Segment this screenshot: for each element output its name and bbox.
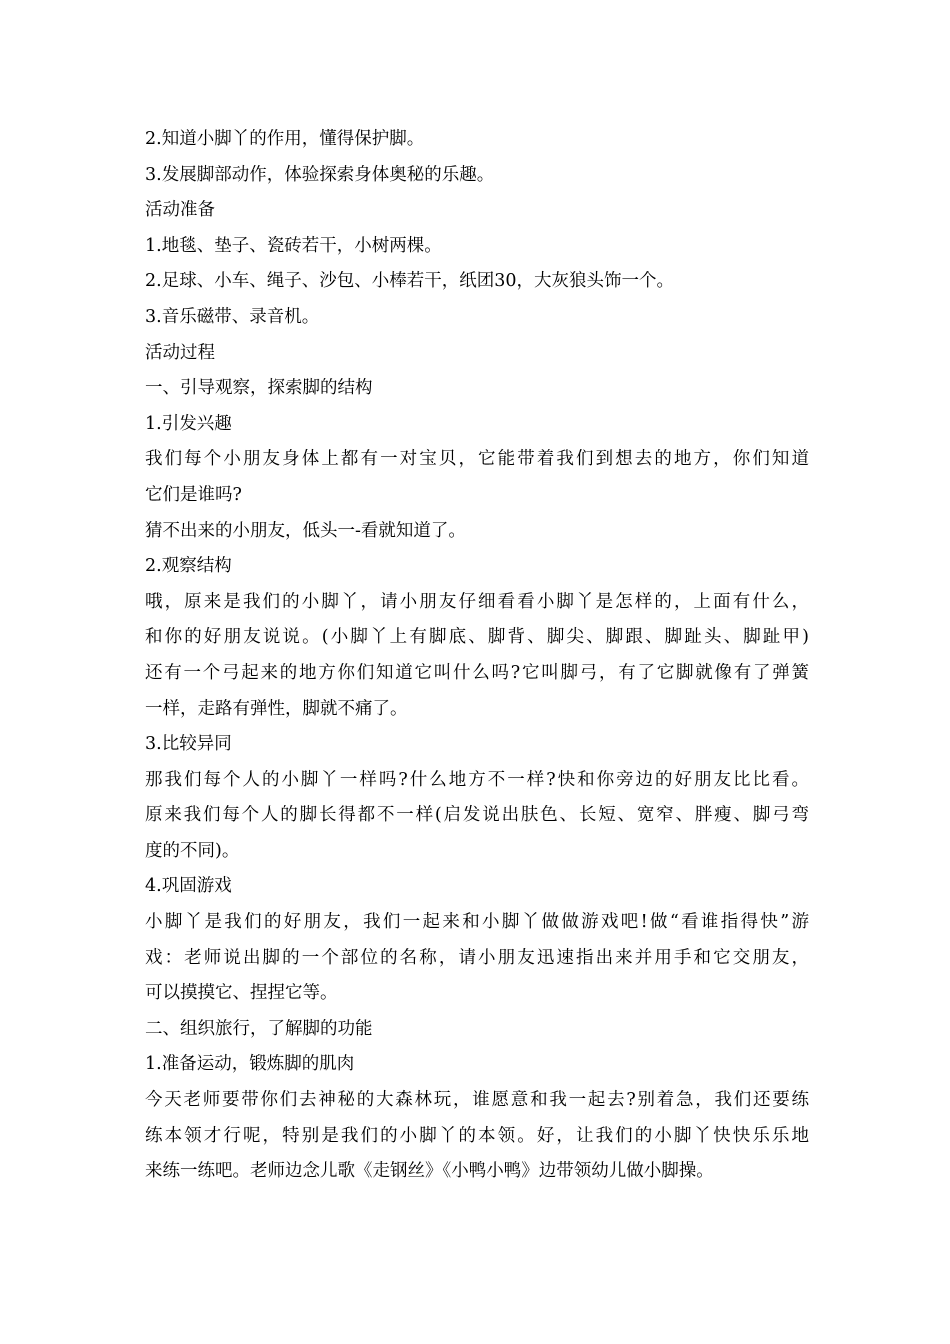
paragraph-line: 我们每个小朋友身体上都有一对宝贝，它能带着我们到想去的地方，你们知道 xyxy=(145,449,809,470)
step-heading-game: 4.巩固游戏 xyxy=(145,876,232,897)
preparation-item-1: 1.地毯、垫子、瓷砖若干，小树两棵。 xyxy=(145,235,442,256)
paragraph-line: 度的不同)。 xyxy=(145,840,240,861)
paragraph-line: 小脚丫是我们的好朋友，我们一起来和小脚丫做做游戏吧!做“看谁指得快”游 xyxy=(145,912,809,933)
step-heading-compare: 3.比较异同 xyxy=(145,734,232,755)
step-heading-structure: 2.观察结构 xyxy=(145,556,232,577)
part-two-heading: 二、组织旅行，了解脚的功能 xyxy=(145,1018,373,1039)
paragraph-line: 练本领才行呢，特别是我们的小脚丫的本领。好，让我们的小脚丫快快乐乐地 xyxy=(145,1125,809,1146)
section-heading-process: 活动过程 xyxy=(145,342,215,363)
paragraph-line: 今天老师要带你们去神秘的大森林玩，谁愿意和我一起去?别着急，我们还要练 xyxy=(145,1090,809,1111)
paragraph-line: 来练一练吧。老师边念儿歌《走钢丝》《小鸭小鸭》边带领幼儿做小脚操。 xyxy=(145,1161,714,1182)
paragraph-line: 一样，走路有弹性，脚就不痛了。 xyxy=(145,698,408,719)
paragraph-line: 原来我们每个人的脚长得都不一样(启发说出肤色、长短、宽窄、胖瘦、脚弓弯 xyxy=(145,805,809,826)
paragraph-line: 戏：老师说出脚的一个部位的名称，请小朋友迅速指出来并用手和它交朋友， xyxy=(145,947,809,968)
paragraph-line: 它们是谁吗? xyxy=(145,484,242,505)
paragraph-line: 猜不出来的小朋友，低头一-看就知道了。 xyxy=(145,520,466,541)
paragraph-line: 和你的好朋友说说。(小脚丫上有脚底、脚背、脚尖、脚跟、脚趾头、脚趾甲) xyxy=(145,627,809,648)
paragraph-line: 可以摸摸它、捏捏它等。 xyxy=(145,983,338,1004)
step-heading-warmup: 1.准备运动，锻炼脚的肌肉 xyxy=(145,1054,355,1075)
part-one-heading: 一、引导观察，探索脚的结构 xyxy=(145,378,373,399)
document-body xyxy=(145,122,809,1190)
section-heading-preparation: 活动准备 xyxy=(145,200,215,221)
paragraph-line: 哦，原来是我们的小脚丫，请小朋友仔细看看小脚丫是怎样的，上面有什么， xyxy=(145,591,809,612)
objective-line-2: 2.知道小脚丫的作用，懂得保护脚。 xyxy=(145,129,425,149)
objective-line-3: 3.发展脚部动作，体验探索身体奥秘的乐趣。 xyxy=(145,164,495,185)
step-heading-interest: 1.引发兴趣 xyxy=(145,413,232,434)
preparation-item-3: 3.音乐磁带、录音机。 xyxy=(145,306,320,327)
paragraph-line: 还有一个弓起来的地方你们知道它叫什么吗?它叫脚弓，有了它脚就像有了弹簧 xyxy=(145,662,809,683)
preparation-item-2: 2.足球、小车、绳子、沙包、小棒若干，纸团30，大灰狼头饰一个。 xyxy=(145,271,674,292)
paragraph-line: 那我们每个人的小脚丫一样吗?什么地方不一样?快和你旁边的好朋友比比看。 xyxy=(145,769,809,790)
